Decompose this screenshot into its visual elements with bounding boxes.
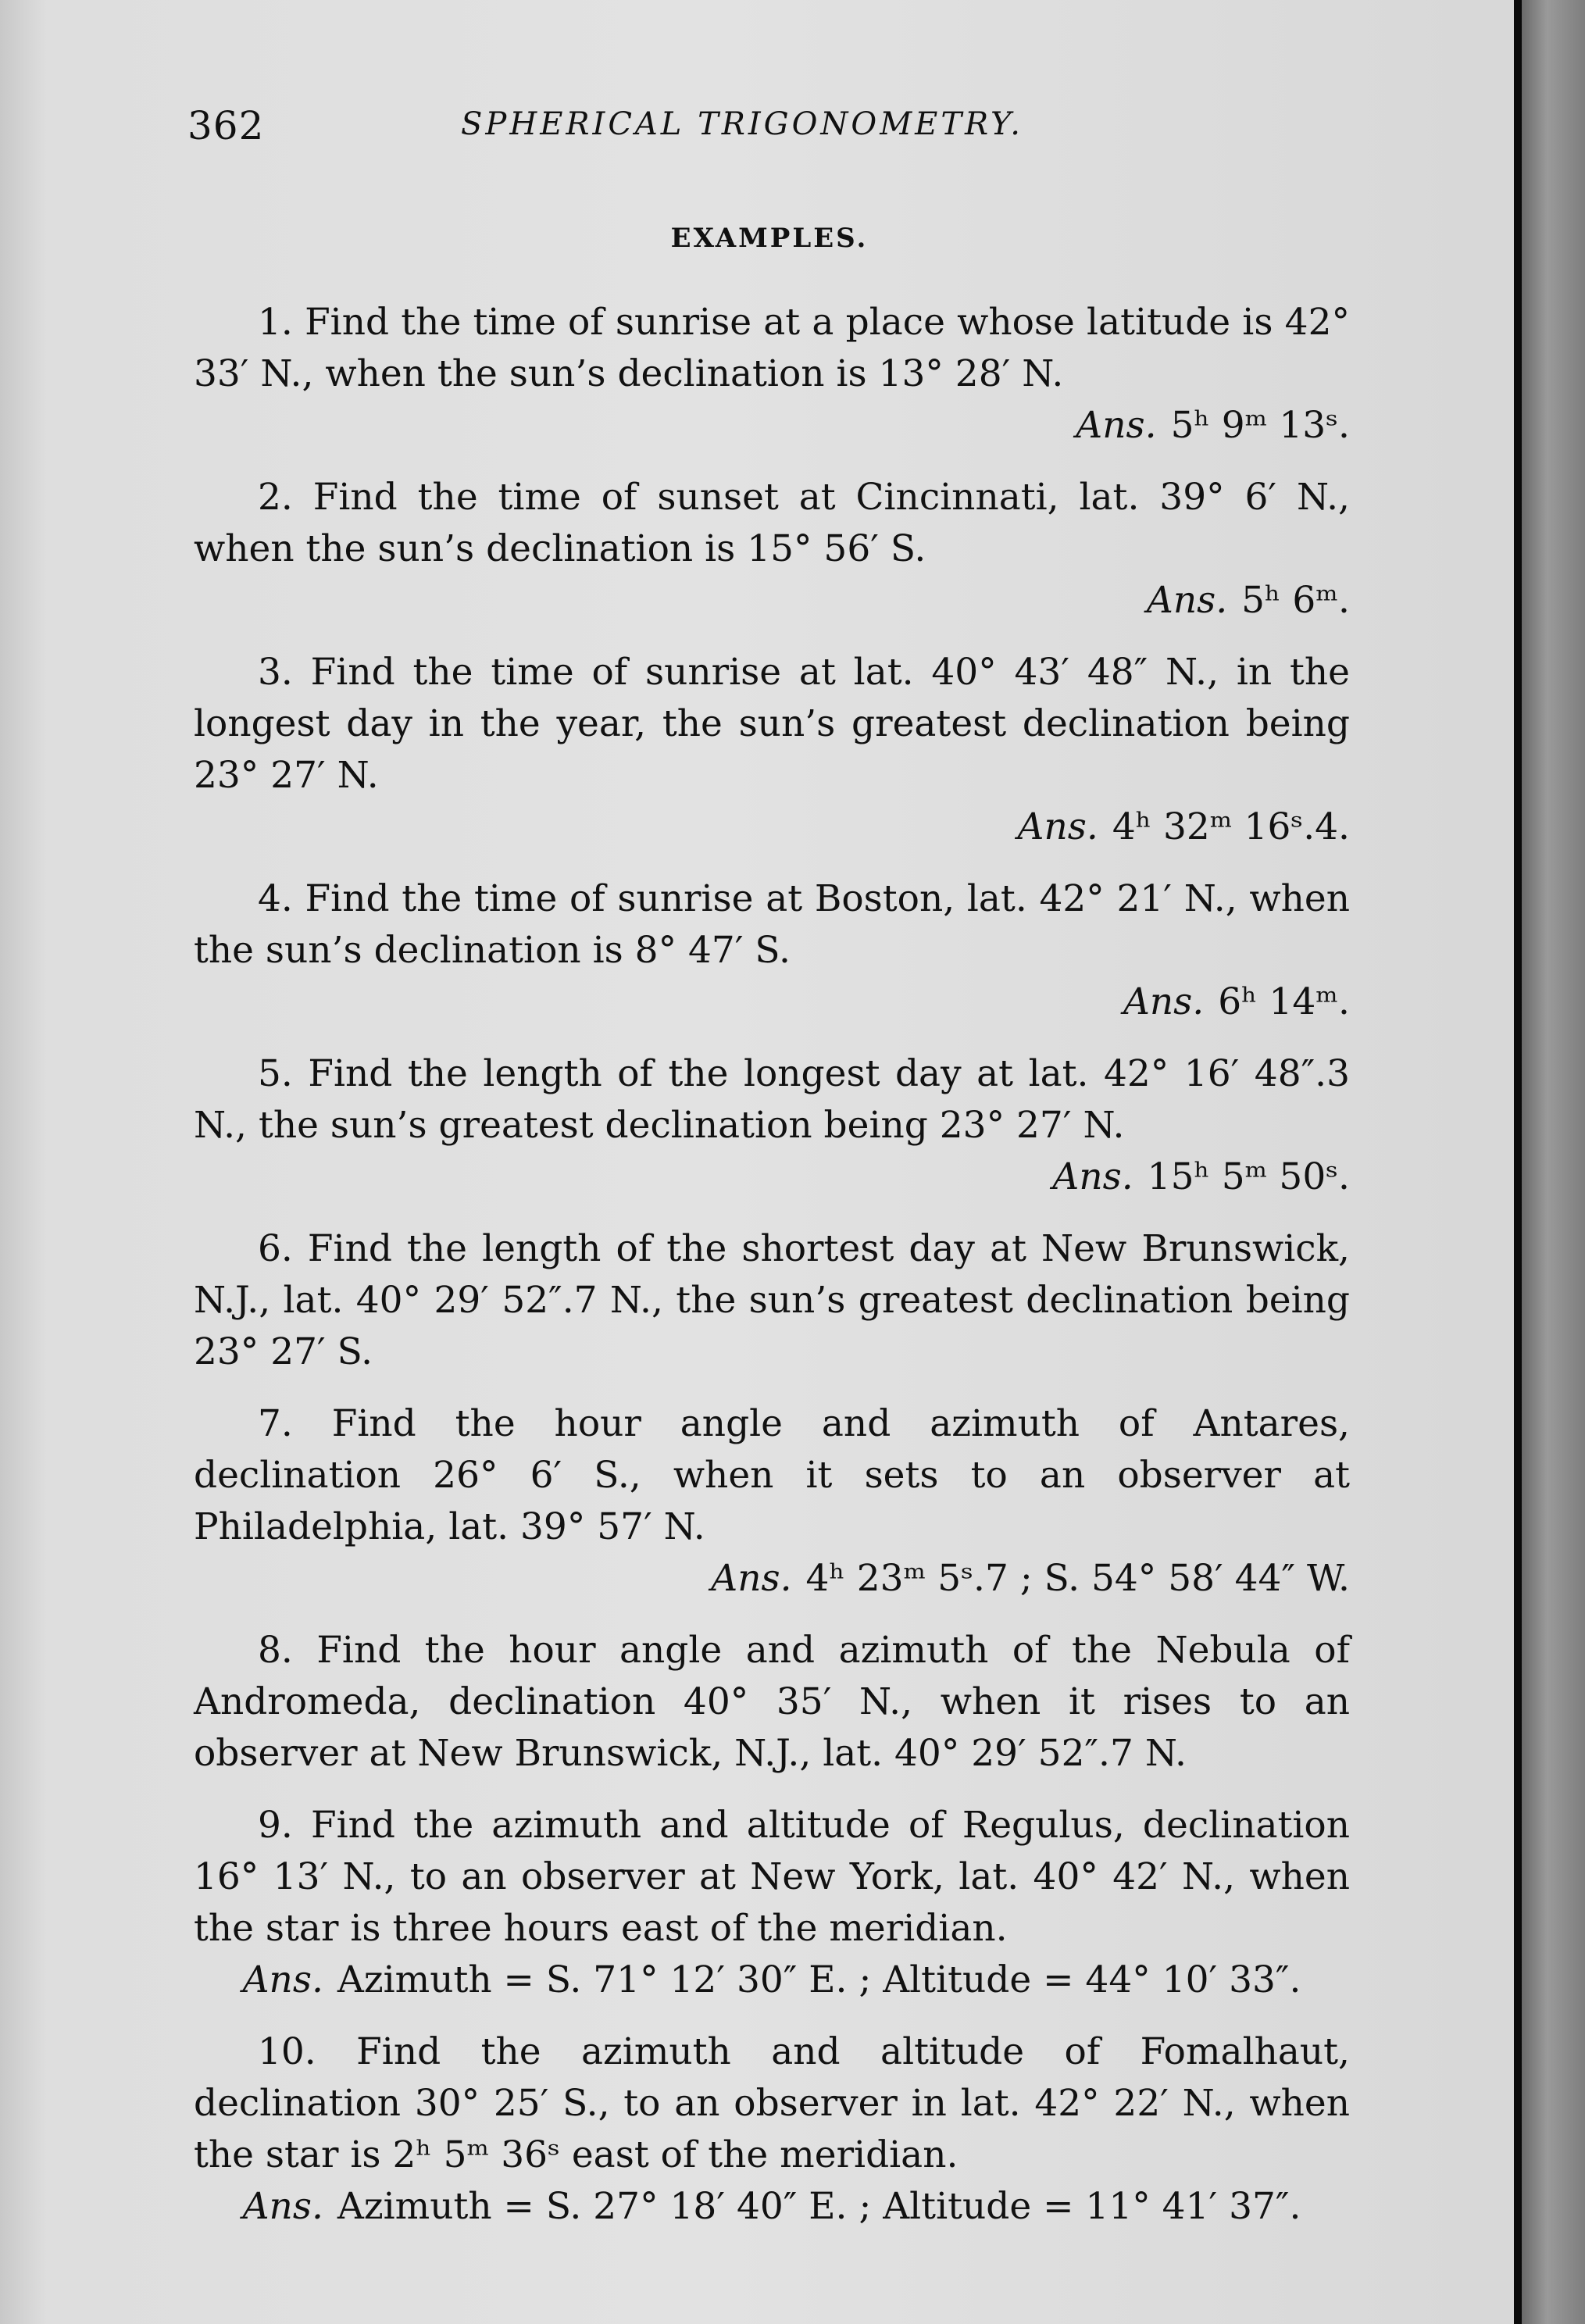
ans-label: Ans.	[1123, 980, 1205, 1023]
example-text: 1. Find the time of sunrise at a place whose latitude is 42° 33′ N., when the sun’s declination is 13° 28′ N.	[194, 301, 1350, 395]
example-text: 6. Find the length of the shortest day at New Brunswick, N.J., lat. 40° 29′ 52″.7 N., the sun’s greatest declination being 23° 27′ S.	[194, 1227, 1350, 1373]
example-1	[194, 297, 1350, 452]
ans-label: Ans.	[711, 1557, 792, 1600]
answer-value: 15ʰ 5ᵐ 50ˢ.	[1147, 1155, 1350, 1198]
ans-label: Ans.	[242, 1958, 323, 2001]
example-text	[194, 472, 1350, 575]
section-heading: EXAMPLES.	[670, 223, 869, 254]
example-text: 8. Find the hour angle and azimuth of the Nebula of Andromeda, declination 40° 35′ N., when it rises to an observer at New Brunswick, N.J., lat. 40° 29′ 52″.7 N.	[194, 1629, 1350, 1775]
answer-value: Azimuth = S. 71° 12′ 30″ E. ; Altitude = 44° 10′ 33″.	[337, 1958, 1301, 2001]
ans-label: Ans.	[242, 2185, 323, 2228]
answer-value: 5ʰ 6ᵐ.	[1241, 579, 1350, 622]
running-title: SPHERICAL TRIGONOMETRY.	[461, 106, 1023, 142]
example-answer	[194, 801, 1350, 853]
ans-label: Ans.	[1017, 805, 1098, 848]
example-4	[194, 873, 1350, 1028]
example-text: 7. Find the hour angle and azimuth of Antares, declination 26° 6′ S., when it sets to an observer at Philadelphia, lat. 39° 57′ N.	[194, 1402, 1350, 1548]
answer-value: 4ʰ 23ᵐ 5ˢ.7 ; S. 54° 58′ 44″ W.	[805, 1557, 1350, 1600]
ans-label: Ans.	[1146, 579, 1228, 622]
example-7	[194, 1398, 1350, 1605]
examples-list	[194, 297, 1350, 2253]
example-8	[194, 1625, 1350, 1780]
example-text: 5. Find the length of the longest day at lat. 42° 16′ 48″.3 N., the sun’s greatest declination being 23° 27′ N.	[194, 1052, 1350, 1147]
example-5	[194, 1048, 1350, 1203]
ans-label: Ans.	[1052, 1155, 1133, 1198]
answer-value: Azimuth = S. 27° 18′ 40″ E. ; Altitude = 11° 41′ 37″.	[337, 2185, 1301, 2228]
answer-value: 6ʰ 14ᵐ.	[1218, 980, 1350, 1023]
example-10	[194, 2026, 1350, 2233]
ans-label: Ans.	[1076, 404, 1157, 447]
example-2	[194, 472, 1350, 627]
example-answer	[194, 1151, 1350, 1203]
example-text: 4. Find the time of sunrise at Boston, lat. 42° 21′ N., when the sun’s declination is 8° 47′ S.	[194, 877, 1350, 972]
running-head	[187, 103, 1375, 150]
example-answer	[194, 2181, 1350, 2233]
page-binding-edge	[1514, 0, 1522, 2324]
example-answer	[194, 1553, 1350, 1605]
example-answer	[194, 976, 1350, 1028]
example-answer	[194, 1955, 1350, 2006]
answer-value: 5ʰ 9ᵐ 13ˢ.	[1170, 404, 1350, 447]
example-text: 10. Find the azimuth and altitude of Fomalhaut, declination 30° 25′ S., to an observer in lat. 42° 22′ N., when the star is 2ʰ 5ᵐ 36ˢ east of the meridian.	[194, 2030, 1350, 2176]
example-3	[194, 647, 1350, 853]
example-answer	[194, 400, 1350, 452]
example-text-body: 2. Find the time of sunset at Cincinnati, lat. 39° 6′ N., when the sun’s declination is 15° 56′ S.	[194, 476, 1350, 570]
example-text: 3. Find the time of sunrise at lat. 40° 43′ 48″ N., in the longest day in the year, the sun’s greatest declination being 23° 27′ N.	[194, 651, 1350, 797]
example-6	[194, 1223, 1350, 1378]
example-text: 9. Find the azimuth and altitude of Regulus, declination 16° 13′ N., to an observer at New York, lat. 40° 42′ N., when the star is three hours east of the meridian.	[194, 1804, 1350, 1950]
book-edge	[1522, 0, 1585, 2324]
answer-value: 4ʰ 32ᵐ 16ˢ.4.	[1112, 805, 1350, 848]
example-9	[194, 1800, 1350, 2006]
example-answer	[194, 575, 1350, 627]
page-number: 362	[187, 103, 265, 148]
